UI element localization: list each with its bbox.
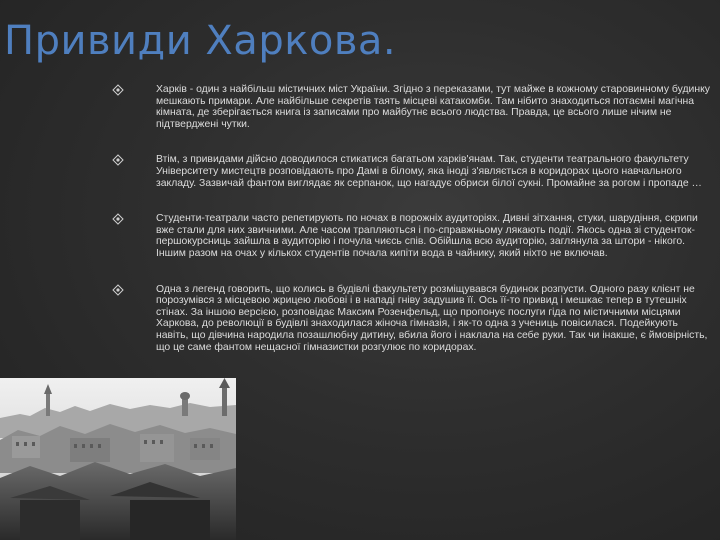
bullet-text: Одна з легенд говорить, що колись в будівлі факультету розміщувався будинок розпусти. Одного разу клієнт не порозумівся з місцевою жрицею любові і в нападі гніву задушив її. Ось її-то привид і мешкає тепер в тутешніх стінах. За іншою версією, розповідає Максим Розенфельд, що пропонує послуги гіда по містичними місцями Харкова, до революції в будівлі знаходилася жіноча гімназія, і як-то одна з учениць повісилася. Подейкують навіть, що дівчина народила позашлюбну дитину, вбила його і наклала на себе руки. Так чи інакше, є ймовірність, що це саме фантом нещасної гімназистки розгулює по коридорах. bbox=[156, 283, 708, 353]
bullet-text: Харків - один з найбільш містичних міст України. Згідно з переказами, тут майже в кожному старовинному будинку мешкають примари. Але найбільше секретів таять місцеві катакомби. Там нібито знаходиться потаємні магічна кімната, де зберігається книга із записами про майбутнє всього людства. Правда, це всього лише нічим не підтверджені чутки. bbox=[156, 84, 710, 130]
bullet-item bbox=[112, 284, 712, 354]
bullet-text: Втім, з привидами дійсно доводилося стикатися багатьом харків'янам. Так, студенти театрального факультету Університету мистецтв розповідають про Дамі в білому, яка іноді з'являється в коридорах цього навчального закладу. Зазвичай фантом виглядає як серпанок, що нагадує обриси білої сукні. Промайне за рогом і пропаде … bbox=[156, 154, 702, 189]
slide-title: Привиди Харкова. bbox=[4, 18, 397, 64]
bullet-item bbox=[112, 154, 712, 189]
bullet-diamond-icon bbox=[112, 154, 124, 166]
bullet-text: Студенти-театрали часто репетирують по ночах в порожніх аудиторіях. Дивні зітхання, стуки, шарудіння, скрипи вже стали для них звичними. Але часом трапляються і по-справжньому лякають події. Якось одна зі студенток-першокурсниць зайшла в аудиторію і почула чиєсь спів. Обійшла всю аудиторію, заглянула за штори - нікого. Іншим разом на очах у кількох студентів почала кипіти вода в чайнику, який ніхто не включав. bbox=[156, 213, 698, 259]
bullet-item bbox=[112, 213, 712, 259]
bullet-diamond-icon bbox=[112, 284, 124, 296]
bullet-list bbox=[112, 84, 712, 377]
city-photo-icon bbox=[0, 378, 236, 540]
bullet-diamond-icon bbox=[112, 213, 124, 225]
bullet-diamond-icon bbox=[112, 84, 124, 96]
bullet-item bbox=[112, 84, 712, 130]
